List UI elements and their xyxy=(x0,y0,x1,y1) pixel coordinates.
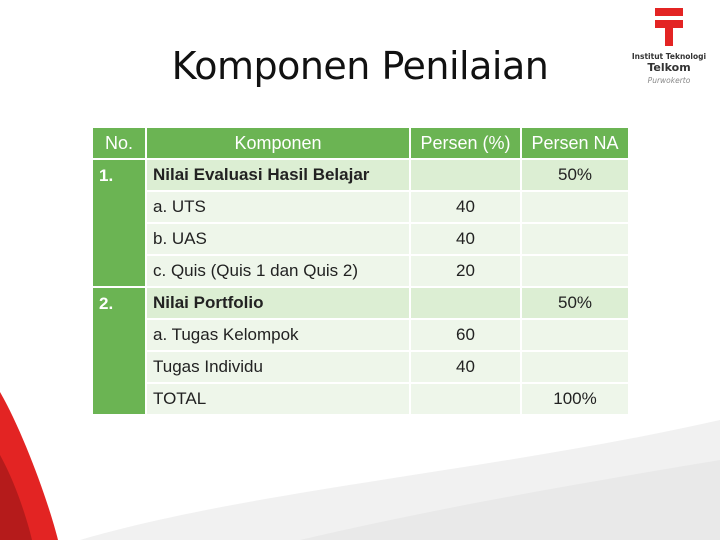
persen-na-cell: 100% xyxy=(522,384,628,414)
table-row xyxy=(93,224,628,254)
logo-line-institut: Institut Teknologi xyxy=(631,52,707,61)
persen-cell: 60 xyxy=(411,320,520,350)
header-persen: Persen (%) xyxy=(411,128,520,158)
persen-cell: 40 xyxy=(411,224,520,254)
row-number: 2. xyxy=(93,288,145,414)
logo-line-purwokerto: Purwokerto xyxy=(647,76,691,85)
row-number: 1. xyxy=(93,160,145,286)
komponen-cell: a. UTS xyxy=(147,192,409,222)
table-row xyxy=(93,160,628,190)
header-persen-na: Persen NA xyxy=(522,128,628,158)
persen-cell: 20 xyxy=(411,256,520,286)
persen-na-cell xyxy=(522,256,628,286)
komponen-cell: Nilai Evaluasi Hasil Belajar xyxy=(147,160,409,190)
grading-table xyxy=(91,126,630,416)
persen-cell xyxy=(411,288,520,318)
persen-cell: 40 xyxy=(411,352,520,382)
persen-na-cell xyxy=(522,224,628,254)
table-row xyxy=(93,256,628,286)
telkom-logo-icon xyxy=(655,8,683,48)
table-row xyxy=(93,288,628,318)
header-no: No. xyxy=(93,128,145,158)
komponen-cell: TOTAL xyxy=(147,384,409,414)
persen-cell xyxy=(411,384,520,414)
logo-line-telkom: Telkom xyxy=(647,61,691,74)
persen-cell: 40 xyxy=(411,192,520,222)
komponen-cell: b. UAS xyxy=(147,224,409,254)
komponen-cell: c. Quis (Quis 1 dan Quis 2) xyxy=(147,256,409,286)
persen-na-cell: 50% xyxy=(522,288,628,318)
table-row xyxy=(93,320,628,350)
persen-na-cell xyxy=(522,352,628,382)
table-header-row xyxy=(93,128,628,158)
persen-cell xyxy=(411,160,520,190)
komponen-cell: Nilai Portfolio xyxy=(147,288,409,318)
header-komponen: Komponen xyxy=(147,128,409,158)
table-row-total xyxy=(93,384,628,414)
institution-logo xyxy=(626,8,712,88)
komponen-cell: Tugas Individu xyxy=(147,352,409,382)
persen-na-cell xyxy=(522,320,628,350)
persen-na-cell: 50% xyxy=(522,160,628,190)
page-title: Komponen Penilaian xyxy=(171,44,549,88)
persen-na-cell xyxy=(522,192,628,222)
komponen-cell: a. Tugas Kelompok xyxy=(147,320,409,350)
table-row xyxy=(93,192,628,222)
table-row xyxy=(93,352,628,382)
